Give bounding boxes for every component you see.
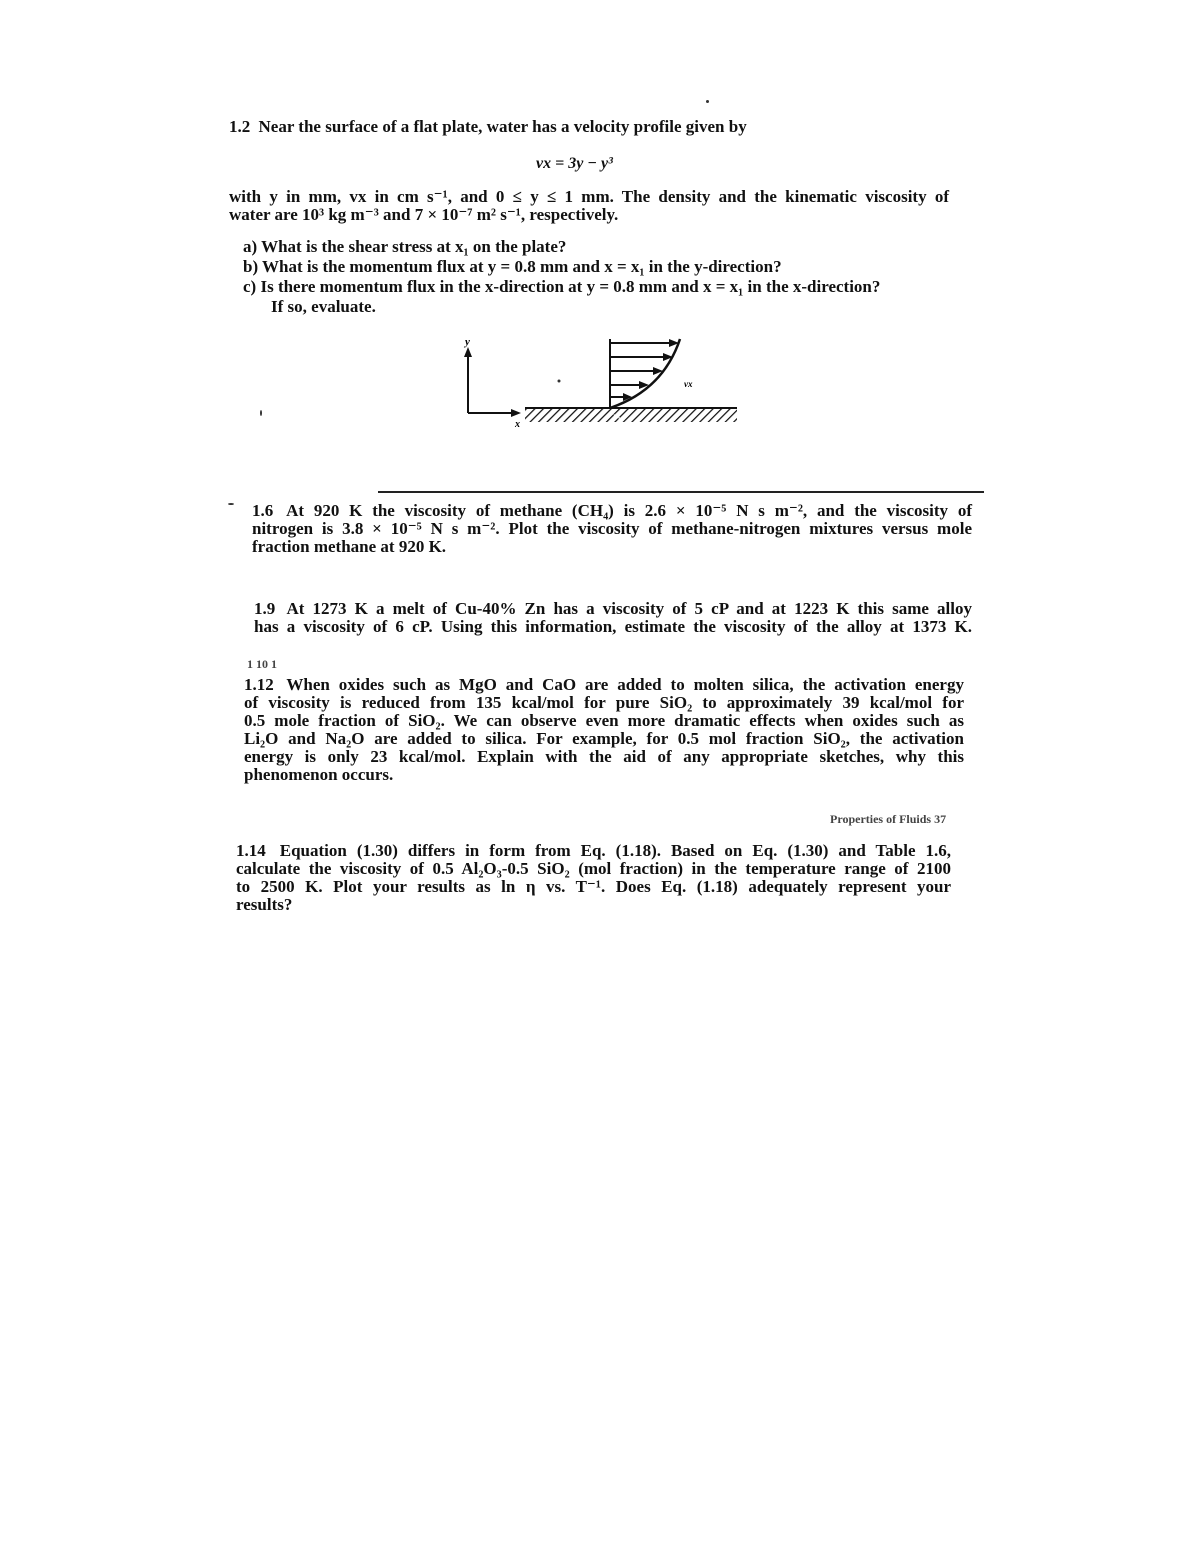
section-divider (378, 491, 984, 493)
problem-text-line: has a viscosity of 6 cP. Using this information, estimate the viscosity of the alloy at 1373 K. (254, 617, 972, 636)
velocity-equation: vx = 3y − y³ (536, 155, 613, 172)
problem-text-line: energy is only 23 kcal/mol. Explain with the aid of any appropriate sketches, why this (244, 747, 964, 766)
sub-question-c: c) Is there momentum flux in the x-direction at y = 0.8 mm and x = x₁ in the x-direction? (243, 277, 881, 296)
flat-plate (525, 408, 737, 422)
problem-number: 1.6 (252, 501, 274, 520)
problem-1-2-items (243, 238, 958, 316)
problem-1-2 (229, 118, 929, 136)
velocity-profile-figure (455, 335, 755, 435)
problem-number: 1.12 (244, 675, 274, 694)
problem-text: Near the surface of a flat plate, water has a velocity profile given by (258, 117, 747, 136)
sub-question-b: b) What is the momentum flux at y = 0.8 mm and x = x₁ in the y-direction? (243, 257, 782, 276)
sub-question-c-continued: If so, evaluate. (271, 297, 376, 316)
y-axis-label: y (465, 336, 470, 348)
problem-text: At 920 K the viscosity of methane (CH₄) is 2.6 × 10⁻⁵ N s m⁻², and the viscosity of (286, 501, 973, 520)
problem-text-line: results? (236, 895, 293, 914)
problem-text-line: nitrogen is 3.8 × 10⁻⁵ N s m⁻². Plot the viscosity of methane-nitrogen mixtures versus mole (252, 519, 972, 538)
stray-header-fragment: 1 10 1 (247, 657, 277, 671)
scan-speck (260, 410, 262, 416)
x1-label: x₁ (613, 411, 621, 421)
scan-speck (558, 380, 561, 383)
problem-number: 1.9 (254, 599, 276, 618)
axes (464, 347, 521, 417)
problem-text: Equation (1.30) differs in form from Eq. (1.18). Based on Eq. (1.30) and Table 1.6, (279, 841, 952, 860)
problem-1-14 (236, 842, 951, 914)
scan-speck (706, 100, 709, 103)
problem-1-14-line (236, 842, 951, 860)
problem-text-line: to 2500 K. Plot your results as ln η vs. T⁻¹. Does Eq. (1.18) adequately represent your (236, 877, 951, 896)
problem-text-line: water are 10³ kg m⁻³ and 7 × 10⁻⁷ m² s⁻¹, respectively. (229, 205, 619, 224)
vx-label: vx (684, 379, 693, 389)
problem-text-line: Li₂O and Na₂O are added to silica. For example, for 0.5 mol fraction SiO₂, the activation (244, 729, 964, 748)
sub-question-a: a) What is the shear stress at x₁ on the plate? (243, 237, 567, 256)
scan-speck (228, 503, 234, 505)
velocity-profile (610, 339, 680, 408)
problem-1-9-line (254, 600, 972, 618)
problem-text-line: calculate the viscosity of 0.5 Al₂O₃-0.5 SiO₂ (mol fraction) in the temperature range of 2100 (236, 859, 951, 878)
problem-text-line: phenomenon occurs. (244, 765, 394, 784)
problem-number: 1.14 (236, 841, 266, 860)
problem-1-12 (244, 676, 964, 784)
problem-text-line: 0.5 mole fraction of SiO₂. We can observe even more dramatic effects when oxides such as (244, 711, 964, 730)
problem-text: When oxides such as MgO and CaO are added to molten silica, the activation energy (286, 675, 964, 694)
problem-text-line: fraction methane at 920 K. (252, 537, 447, 556)
problem-text-line: of viscosity is reduced from 135 kcal/mol for pure SiO₂ to approximately 39 kcal/mol for (244, 693, 964, 712)
problem-1-12-line (244, 676, 964, 694)
problem-text-line: with y in mm, vx in cm s⁻¹, and 0 ≤ y ≤ 1 mm. The density and the kinematic viscosity of (229, 187, 949, 206)
problem-1-2-intro (229, 118, 929, 136)
x-axis-label: x (515, 419, 520, 430)
problem-1-9 (254, 600, 972, 636)
problem-1-2-body (229, 188, 949, 224)
problem-1-6 (252, 502, 972, 556)
problem-1-6-line (252, 502, 972, 520)
problem-text: At 1273 K a melt of Cu-40% Zn has a viscosity of 5 cP and at 1223 K this same alloy (286, 599, 972, 618)
problem-number: 1.2 (229, 117, 251, 136)
running-header: Properties of Fluids 37 (830, 812, 947, 826)
